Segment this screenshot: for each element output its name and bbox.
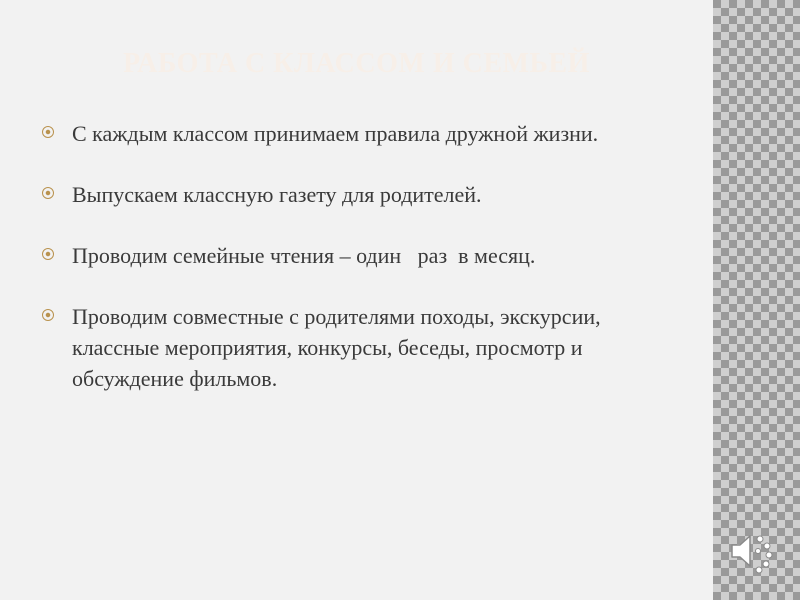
bullet-text: Проводим совместные с родителями походы, экскурсии, классные мероприятия, конкурсы, беседы, просмотр и обсуждение фильмов. xyxy=(72,304,601,391)
circle-bullet-icon xyxy=(42,187,54,199)
list-item xyxy=(40,118,650,149)
list-item xyxy=(40,179,650,210)
circle-bullet-icon xyxy=(42,126,54,138)
speaker-icon[interactable] xyxy=(726,526,782,576)
circle-bullet-icon xyxy=(42,248,54,260)
decorative-side-pattern xyxy=(713,0,800,600)
bullet-text: Проводим семейные чтения – один раз в месяц. xyxy=(72,243,536,268)
bullet-text: С каждым классом принимаем правила дружной жизни. xyxy=(72,121,599,146)
list-item xyxy=(40,301,650,394)
bullet-text: Выпускаем классную газету для родителей. xyxy=(72,182,482,207)
slide-title: РАБОТА С КЛАССОМ И СЕМЬЕЙ xyxy=(123,48,590,79)
bullet-list xyxy=(40,118,650,424)
list-item xyxy=(40,240,650,271)
circle-bullet-icon xyxy=(42,309,54,321)
